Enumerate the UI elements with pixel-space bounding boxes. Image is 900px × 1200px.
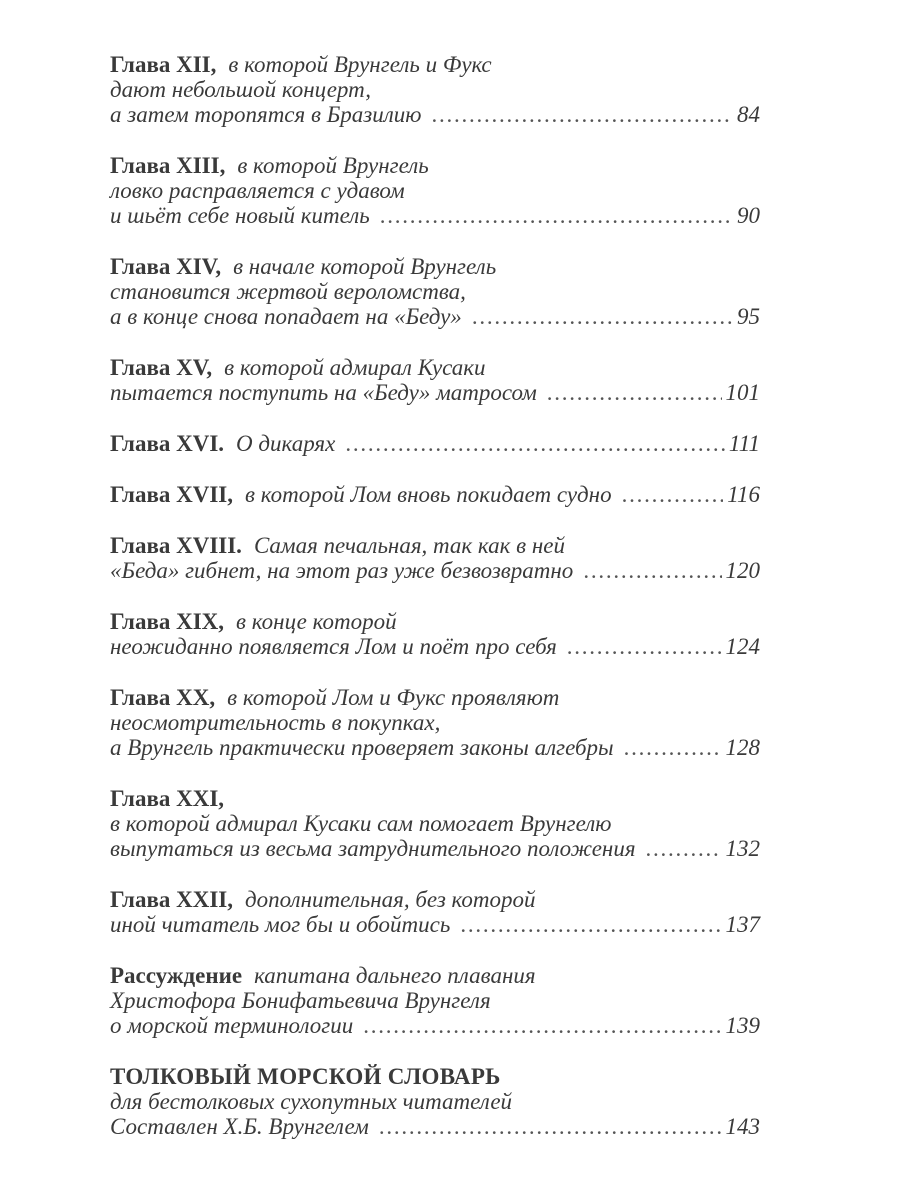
toc-line <box>110 836 760 861</box>
page-number: 128 <box>725 735 760 760</box>
toc-entry-chapter-21 <box>110 786 760 861</box>
toc-entry-chapter-12 <box>110 52 760 127</box>
chapter-description: в которой адмирал Кусаки сам помогает Врунгелю <box>110 811 612 836</box>
toc-line <box>110 912 760 937</box>
toc-line <box>110 1089 760 1114</box>
toc-entry-chapter-15 <box>110 355 760 405</box>
chapter-description: ловко расправляется с удавом <box>110 178 405 203</box>
toc-line <box>110 634 760 659</box>
toc-entry-chapter-17 <box>110 482 760 507</box>
toc-line <box>110 735 760 760</box>
chapter-heading: Глава XXI, <box>110 786 225 811</box>
dot-leader <box>460 912 721 937</box>
toc-line <box>110 887 760 912</box>
table-of-contents <box>110 52 760 1165</box>
toc-line <box>110 355 760 380</box>
toc-line <box>110 304 760 329</box>
dictionary-title: ТОЛКОВЫЙ МОРСКОЙ СЛОВАРЬ <box>110 1064 501 1089</box>
chapter-heading: Глава XV, <box>110 355 213 380</box>
section-heading: Рассуждение <box>110 963 243 988</box>
toc-line <box>110 1114 760 1139</box>
toc-line <box>110 963 760 988</box>
toc-line <box>110 1064 760 1089</box>
toc-line <box>110 988 760 1013</box>
chapter-heading: Глава XIII, <box>110 153 226 178</box>
page-number: 101 <box>725 380 760 405</box>
toc-line <box>110 786 760 811</box>
page-number: 143 <box>725 1114 760 1139</box>
dot-leader <box>567 634 722 659</box>
toc-line <box>110 380 760 405</box>
toc-entry-chapter-22 <box>110 887 760 937</box>
chapter-description: а Врунгель практически проверяет законы алгебры <box>110 735 614 760</box>
toc-entry-chapter-18 <box>110 533 760 583</box>
dot-leader <box>380 203 733 228</box>
toc-line <box>110 279 760 304</box>
dot-leader <box>472 304 733 329</box>
toc-line <box>110 558 760 583</box>
section-description: о морской терминологии <box>110 1013 354 1038</box>
chapter-description: в которой Врунгель <box>237 153 429 178</box>
chapter-description: Самая печальная, так как в ней <box>253 533 565 558</box>
dot-leader <box>646 836 722 861</box>
dot-leader <box>624 735 722 760</box>
chapter-description: в которой Лом вновь покидает судно <box>245 482 612 507</box>
chapter-description: иной читатель мог бы и обойтись <box>110 912 451 937</box>
chapter-description: в начале которой Врунгель <box>233 254 497 279</box>
chapter-description: в которой Врунгель и Фукс <box>228 52 492 77</box>
chapter-description: О дикарях <box>236 431 336 456</box>
toc-entry-discourse <box>110 963 760 1038</box>
toc-line <box>110 77 760 102</box>
toc-line <box>110 685 760 710</box>
toc-entry-dictionary <box>110 1064 760 1139</box>
chapter-description: «Беда» гибнет, на этот раз уже безвозвратно <box>110 558 574 583</box>
page-number: 111 <box>728 431 760 456</box>
chapter-description: а в конце снова попадает на «Беду» <box>110 304 462 329</box>
toc-entry-chapter-16 <box>110 431 760 456</box>
dot-leader <box>363 1013 721 1038</box>
chapter-description: выпутаться из весьма затруднительного положения <box>110 836 636 861</box>
chapter-description: и шьёт себе новый китель <box>110 203 370 228</box>
chapter-description: дополнительная, без которой <box>245 887 536 912</box>
page-number: 120 <box>725 558 760 583</box>
toc-line <box>110 609 760 634</box>
chapter-heading: Глава XIV, <box>110 254 222 279</box>
page-number: 137 <box>725 912 760 937</box>
toc-line <box>110 811 760 836</box>
toc-line <box>110 102 760 127</box>
section-description: капитана дальнего плавания <box>254 963 536 988</box>
dot-leader <box>431 102 733 127</box>
chapter-description: дают небольшой концерт, <box>110 77 372 102</box>
chapter-heading: Глава XX, <box>110 685 216 710</box>
chapter-description: в конце которой <box>236 609 397 634</box>
dot-leader <box>345 431 725 456</box>
toc-entry-chapter-19 <box>110 609 760 659</box>
dot-leader <box>379 1114 722 1139</box>
toc-line <box>110 533 760 558</box>
toc-line <box>110 153 760 178</box>
page-number: 95 <box>737 304 760 329</box>
page-number: 139 <box>725 1013 760 1038</box>
toc-line <box>110 254 760 279</box>
chapter-heading: Глава XXII, <box>110 887 233 912</box>
page-number: 90 <box>737 203 760 228</box>
toc-entry-chapter-13 <box>110 153 760 228</box>
page-number: 132 <box>725 836 760 861</box>
page-number: 84 <box>737 102 760 127</box>
toc-line <box>110 482 760 507</box>
toc-line <box>110 178 760 203</box>
chapter-description: становится жертвой вероломства, <box>110 279 466 304</box>
toc-line <box>110 1013 760 1038</box>
page-number: 116 <box>727 482 760 507</box>
chapter-description: пытается поступить на «Беду» матросом <box>110 380 537 405</box>
chapter-heading: Глава XVI. <box>110 431 225 456</box>
chapter-heading: Глава XII, <box>110 52 217 77</box>
dictionary-subtitle: для бестолковых сухопутных читателей <box>110 1089 513 1114</box>
dot-leader <box>547 380 722 405</box>
chapter-description: а затем торопятся в Бразилию <box>110 102 422 127</box>
toc-line <box>110 710 760 735</box>
toc-line <box>110 431 760 456</box>
chapter-heading: Глава XIX, <box>110 609 225 634</box>
toc-entry-chapter-20 <box>110 685 760 760</box>
chapter-heading: Глава XVIII. <box>110 533 242 558</box>
toc-line <box>110 52 760 77</box>
chapter-description: неожиданно появляется Лом и поёт про себя <box>110 634 557 659</box>
page-number: 124 <box>725 634 760 659</box>
toc-line <box>110 203 760 228</box>
toc-entry-chapter-14 <box>110 254 760 329</box>
chapter-description: неосмотрительность в покупках, <box>110 710 441 735</box>
section-description: Христофора Бонифатьевича Врунгеля <box>110 988 491 1013</box>
dictionary-compiler: Составлен Х.Б. Врунгелем <box>110 1114 369 1139</box>
dot-leader <box>622 482 724 507</box>
dot-leader <box>583 558 721 583</box>
chapter-description: в которой Лом и Фукс проявляют <box>227 685 560 710</box>
chapter-description: в которой адмирал Кусаки <box>224 355 486 380</box>
chapter-heading: Глава XVII, <box>110 482 233 507</box>
